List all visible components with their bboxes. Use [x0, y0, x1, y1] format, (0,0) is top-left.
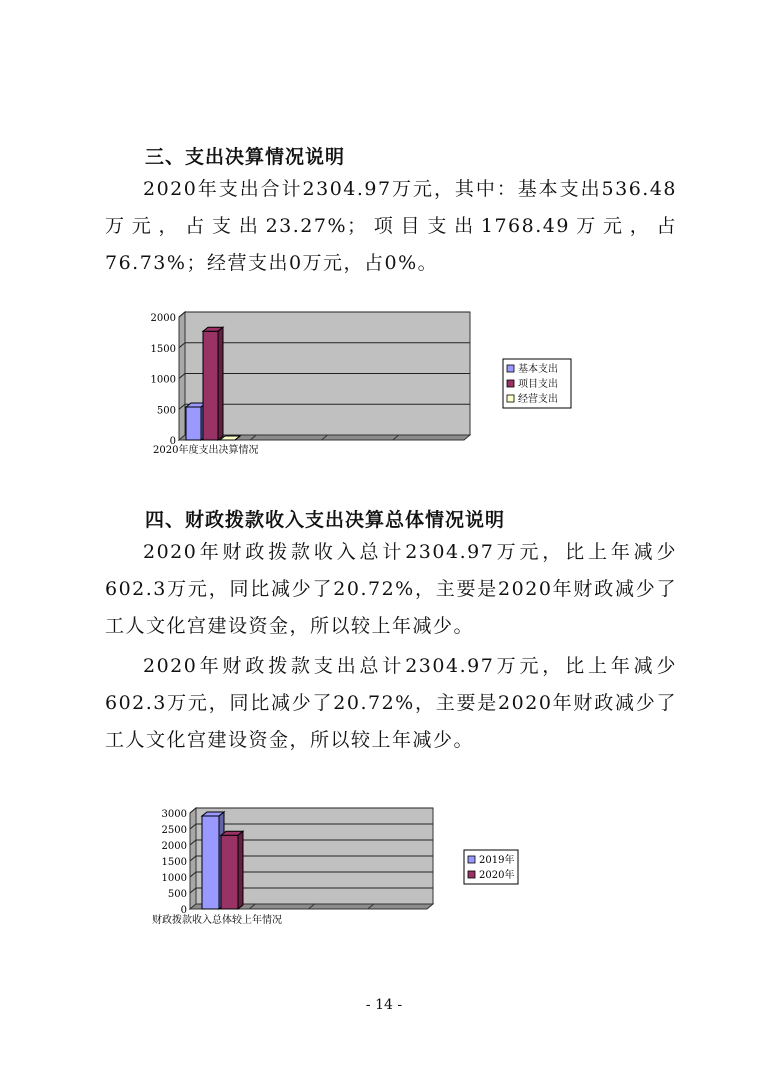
- y-tick-label: 500: [156, 405, 176, 417]
- paragraph-expenditure-summary: 2020年支出合计2304.97万元，其中：基本支出536.48万元，占支出23.27%；项目支出1768.49万元，占76.73%；经营支出0万元，占0%。: [105, 178, 677, 274]
- chart-fiscal-income-comparison: [140, 800, 530, 930]
- legend-label: 基本支出: [518, 364, 558, 375]
- legend-label: 2020年: [479, 870, 515, 881]
- bar-side-项目支出: [218, 327, 223, 440]
- y-tick-label: 2000: [150, 313, 176, 324]
- legend-label: 经营支出: [518, 394, 558, 405]
- bar-基本支出: [186, 407, 201, 440]
- y-tick-label: 1000: [161, 873, 187, 884]
- legend-swatch-2019年: [468, 856, 475, 863]
- legend-swatch-基本支出: [507, 365, 514, 372]
- legend-label: 项目支出: [518, 379, 558, 390]
- y-tick-label: 500: [167, 889, 187, 900]
- y-tick-label: 0: [180, 905, 187, 916]
- section-heading-expenditure: 三、支出决算情况说明: [145, 146, 346, 168]
- y-tick-label: 2000: [161, 841, 187, 852]
- legend-label: 2019年: [479, 855, 515, 866]
- legend-swatch-经营支出: [507, 395, 514, 402]
- chart-expenditure: [145, 307, 575, 459]
- paragraph-fiscal-expenditure: 2020年财政拨款支出总计2304.97万元，比上年减少602.3万元，同比减少了20.72%，主要是2020年财政减少了工人文化宫建设资金，所以较上年减少。: [105, 655, 677, 751]
- y-tick-label: 3000: [161, 809, 187, 820]
- legend-swatch-2020年: [468, 871, 475, 878]
- y-tick-label: 1000: [150, 374, 176, 386]
- section-heading-fiscal-appropriation: 四、财政拨款收入支出决算总体情况说明: [145, 509, 506, 531]
- page-number: - 14 -: [365, 997, 403, 1013]
- y-tick-label: 2500: [161, 825, 187, 836]
- legend-swatch-项目支出: [507, 380, 514, 387]
- bar-2020年: [221, 835, 238, 909]
- bar-项目支出: [203, 331, 218, 440]
- y-tick-label: 1500: [150, 343, 176, 355]
- bar-2019年: [202, 816, 219, 909]
- bar-side-2020年: [238, 831, 243, 909]
- chart-category-label: 2020年度支出决算情况: [153, 445, 259, 456]
- y-tick-label: 0: [169, 436, 176, 447]
- chart-category-label: 财政拨款收入总体较上年情况: [152, 915, 282, 926]
- y-tick-label: 1500: [161, 857, 187, 868]
- paragraph-fiscal-income: 2020年财政拨款收入总计2304.97万元，比上年减少602.3万元，同比减少了20.72%，主要是2020年财政减少了工人文化宫建设资金，所以较上年减少。: [105, 541, 677, 637]
